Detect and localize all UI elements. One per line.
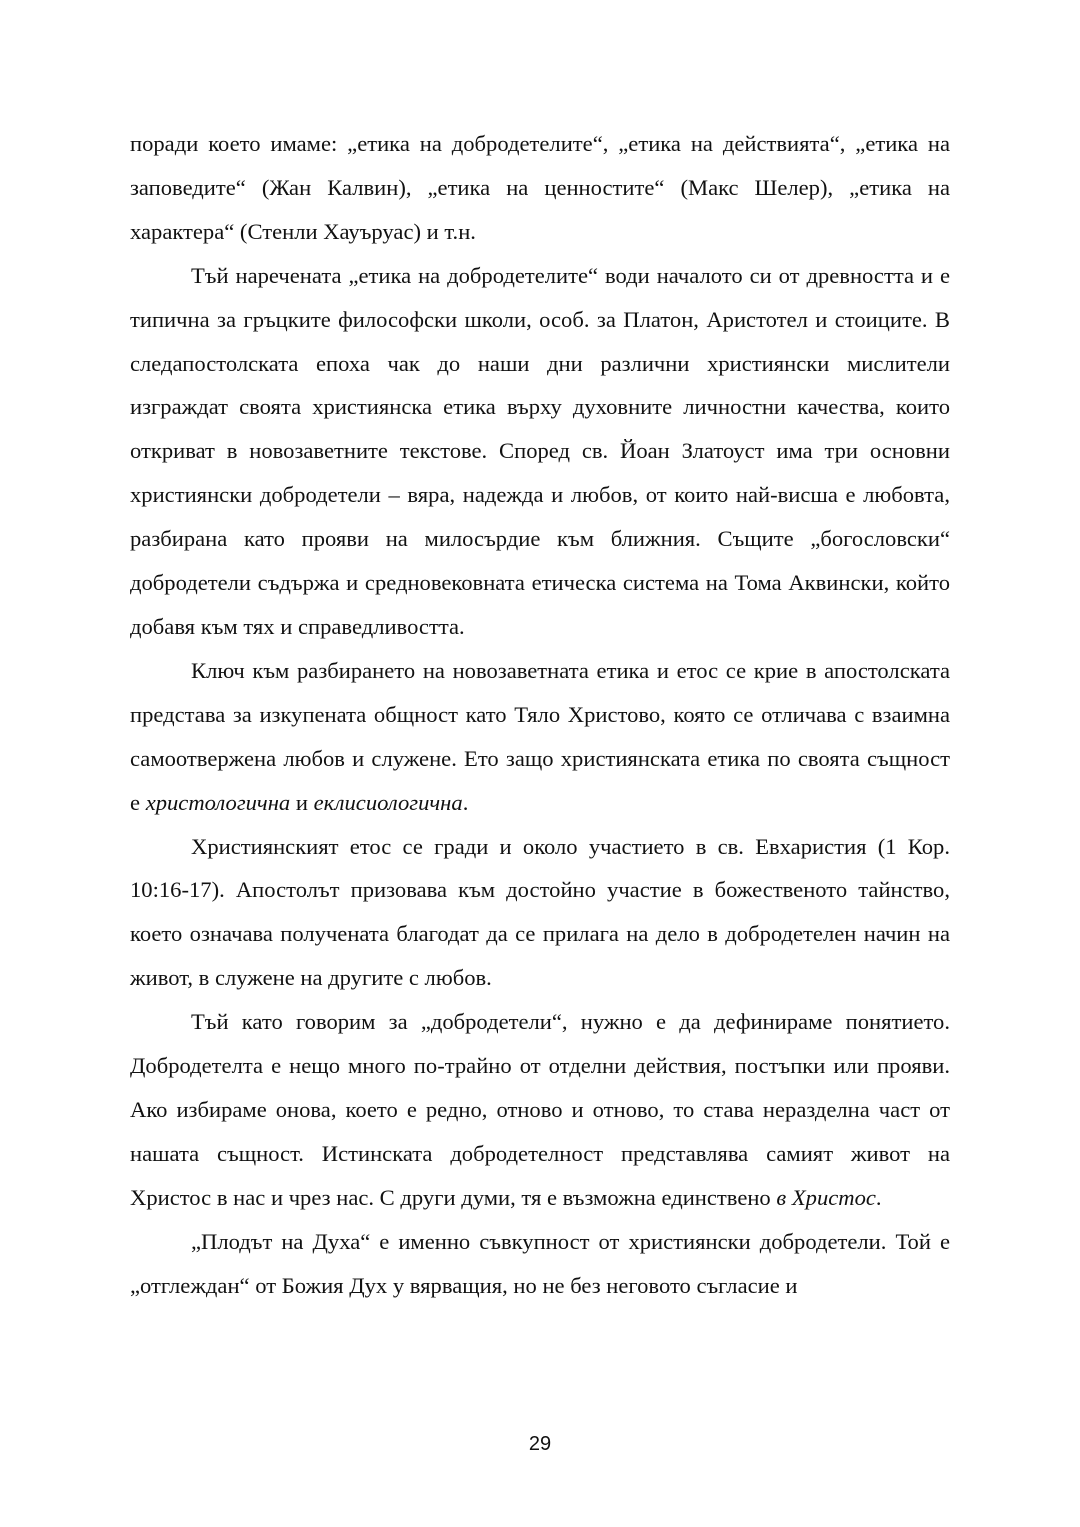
paragraph-4: Християнският етос се гради и около участието в св. Евхаристия (1 Кор. 10:16-17). Апостолът призовава към достойно участие в божественото тайнство, което означава получената благодат да се прилага на дело в добродетелен начин на живот, в служене на другите с любов. [130,833,950,991]
paragraph-3-joiner: и [290,789,314,815]
paragraph-3-text: Ключ към разбирането на новозаветната етика и етос се крие в апостолската представа за изкупената общност като Тяло Христово, която се отличава с взаимна самоотвержена любов и служене. Ето защо християнската етика по своята същност е [130,657,950,815]
paragraph-5 [130,1000,950,1220]
emphasis-christological: христологична [145,789,291,815]
body-text [130,122,950,1307]
paragraph-3 [130,649,950,825]
paragraph-3-end: . [462,789,469,815]
page-number: 29 [528,1433,552,1455]
paragraph-1: поради което имаме: „етика на добродетелите“, „етика на действията“, „етика на заповедите“ (Жан Калвин), „етика на ценностите“ (Макс Шелер), „етика на характера“ (Стенли Хауъруас) и т.н. [130,131,950,244]
paragraph-6: „Плодът на Духа“ е именно съвкупност от християнски добродетели. Той е „отглеждан“ от Божия Дух у вярващия, но не без неговото съгласие и [130,1228,950,1298]
emphasis-in-christ: в Христос [776,1184,876,1210]
paragraph-5-end: . [875,1184,882,1210]
paragraph-2: Тъй наречената „етика на добродетелите“ води началото си от древността и е типична за гръцките философски школи, особ. за Платон, Аристотел и стоиците. В следапостолската епоха чак до наши дни различни християнски мислители изграждат своята християнска етика върху духовните личностни качества, които откриват в новозаветните текстове. Според св. Йоан Златоуст има три основни християнски добродетели – вяра, надежда и любов, от които най-висша е любовта, разбирана като прояви на милосърдие към ближния. Същите „богословски“ добродетели съдържа и средновековната етическа система на Тома Аквински, който добавя към тях и справедливостта. [130,262,950,639]
emphasis-ecclesiological: еклисиологична [313,789,463,815]
paragraph-5-text: Тъй като говорим за „добродетели“, нужно е да дефинираме понятието. Добродетелта е нещо много по-трайно от отделни действия, постъпки или прояви. Ако избираме онова, което е редно, отново и отново, то става неразделна част от нашата същност. Истинската добродетелност представлява самият живот на Христос в нас и чрез нас. С други думи, тя е възможна единствено [130,1009,950,1210]
